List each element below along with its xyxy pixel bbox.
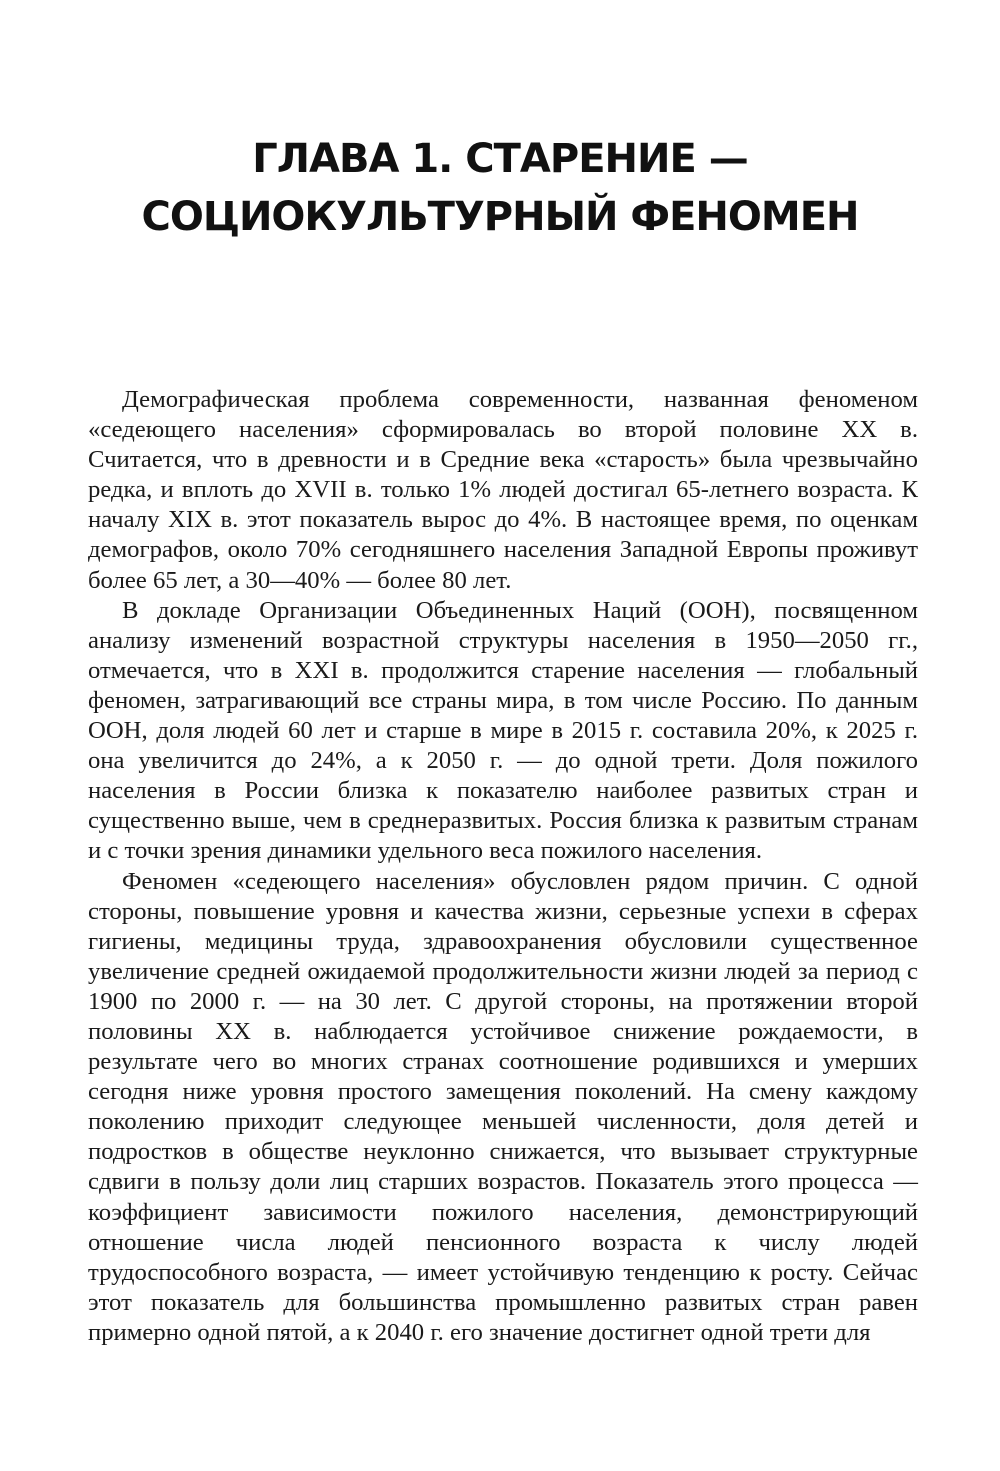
paragraph-1: Демографическая проблема современности, названная феноменом «седеющего населения» сформировалась во второй половине XX в. Считается, что в древности и в Средние века «старость» была чрезвычайно редка, и вплоть до XVII в. только 1% людей достигал 65-летнего возраста. К началу XIX в. этот показатель вырос до 4%. В настоящее время, по оценкам демографов, около 70% сегодняшнего населения Западной Европы проживут более 65 лет, а 30—40% — более 80 лет.: [88, 386, 918, 594]
chapter-title-line-2: СОЦИОКУЛЬТУРНЫЙ ФЕНОМЕН: [141, 194, 859, 240]
paragraph-3: Феномен «седеющего населения» обусловлен рядом причин. С одной стороны, повышение уровня и качества жизни, серьезные успехи в сферах гигиены, медицины труда, здравоохранения обусловили существенное увеличение средней ожидаемой продолжительности жизни людей за период с 1900 по 2000 г. — на 30 лет. С другой стороны, на протяжении второй половины XX в. наблюдается устойчивое снижение рождаемости, в результате чего во многих странах соотношение родившихся и умерших сегодня ниже уровня простого замещения поколений. На смену каждому поколению приходит следующее меньшей численности, доля детей и подростков в обществе неуклонно снижается, что вызывает структурные сдвиги в пользу доли лиц старших возрастов. Показатель этого процесса — коэффициент зависимости пожилого населения, демонстрирующий отношение числа людей пенсионного возраста к числу людей трудоспособного возраста, — имеет устойчивую тенденцию к росту. Сейчас этот показатель для большинства промышленно развитых стран равен примерно одной пятой, а к 2040 г. его значение достигнет одной трети для: [88, 867, 918, 1346]
chapter-title-line-1: ГЛАВА 1. СТАРЕНИЕ —: [252, 136, 748, 182]
chapter-title: [60, 130, 940, 246]
chapter-body: [88, 385, 918, 1348]
paragraph-2: В докладе Организации Объединенных Наций (ООН), посвященном анализу изменений возрастной структуры населения в 1950—2050 гг., отмечается, что в XXI в. продолжится старение населения — глобальный феномен, затрагивающий все страны мира, в том числе Россию. По данным ООН, доля людей 60 лет и старше в мире в 2015 г. составила 20%, к 2025 г. она увеличится до 24%, а к 2050 г. — до одной трети. Доля пожилого населения в России близка к показателю наиболее развитых стран и существенно выше, чем в среднеразвитых. Россия близка к развитым странам и с точки зрения динамики удельного веса пожилого населения.: [88, 596, 918, 865]
